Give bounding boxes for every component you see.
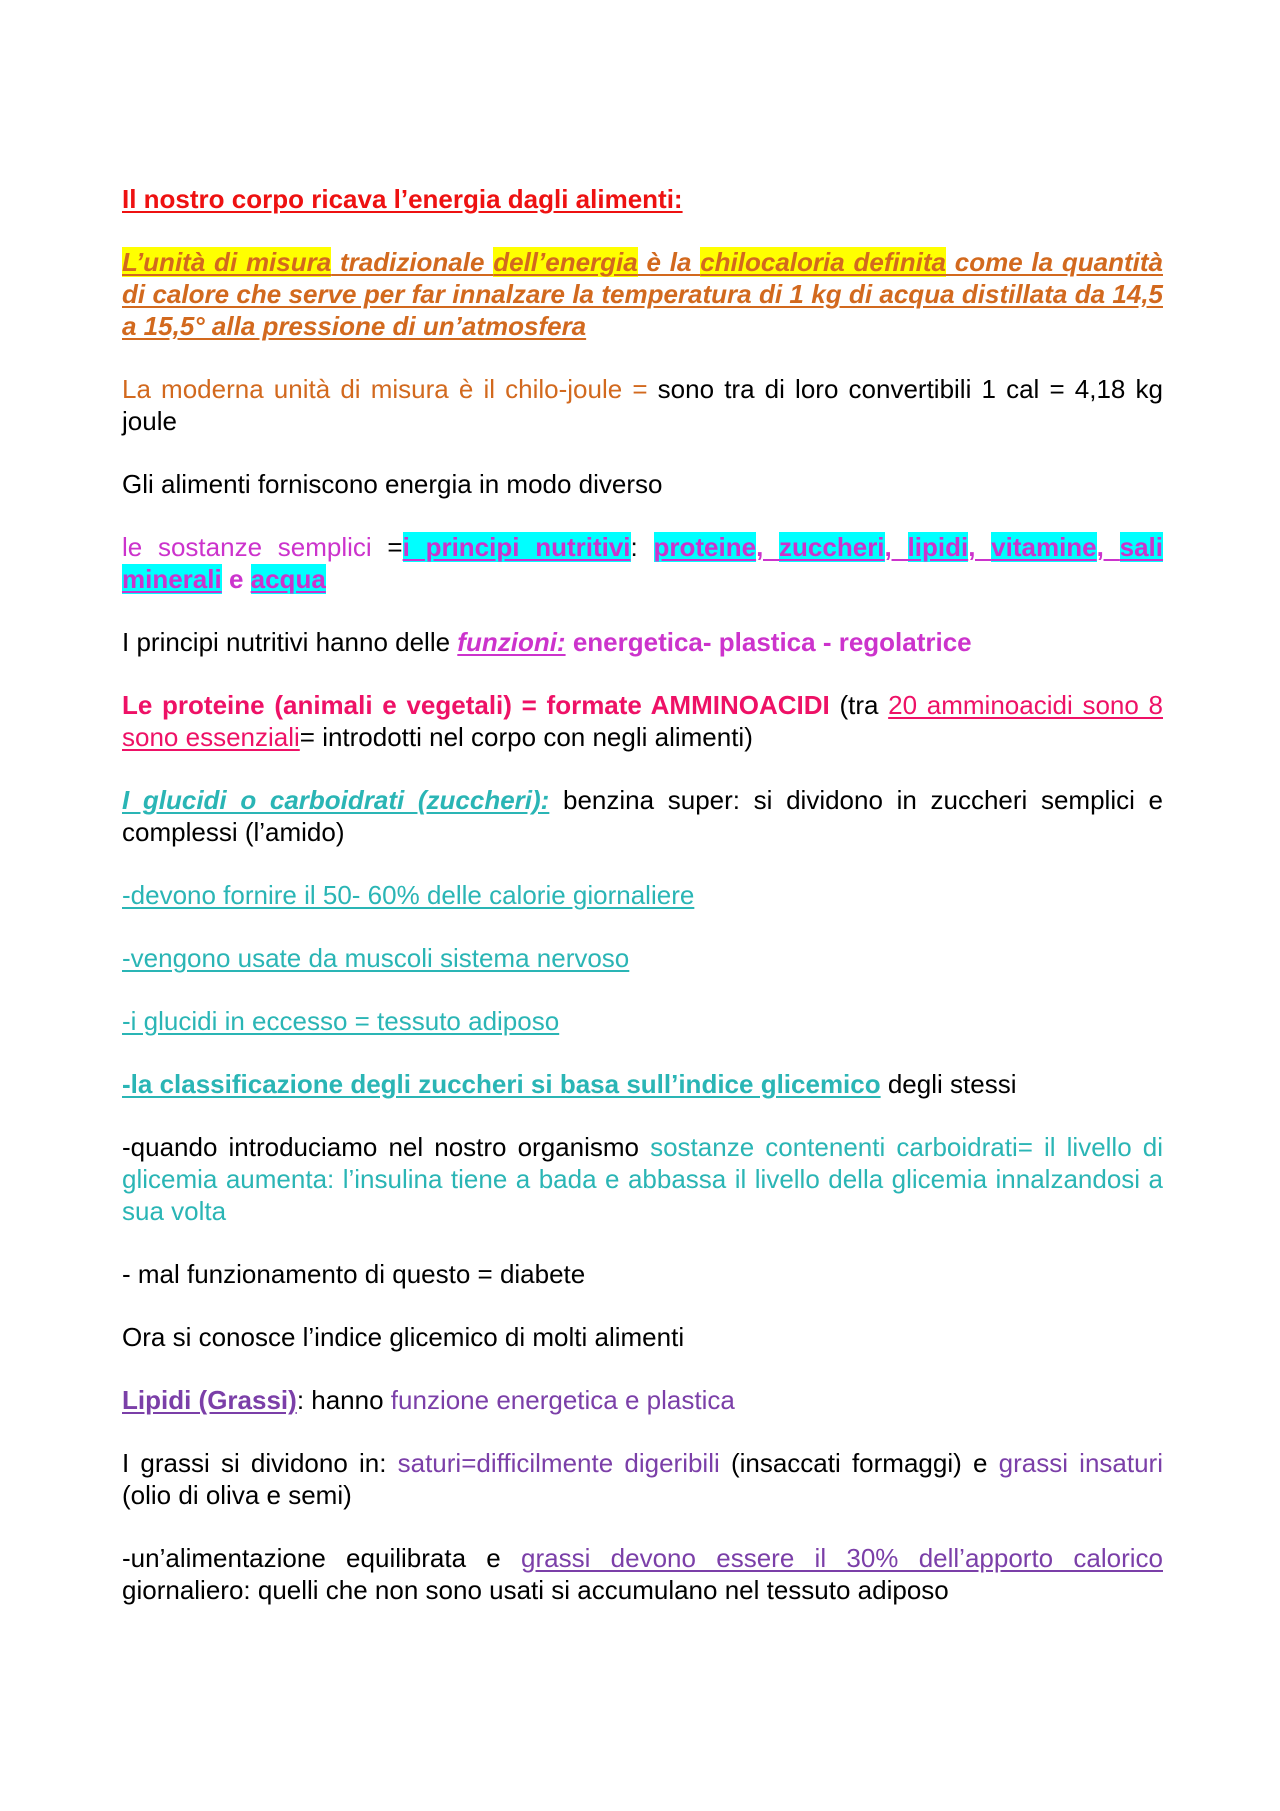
paragraph-nutrients: le sostanze semplici =i principi nutritivi: proteine, zuccheri, lipidi, vitamine, sali minerali e acqua xyxy=(122,532,1163,594)
paragraph-foods-energy: Gli alimenti forniscono energia in modo diverso xyxy=(122,469,663,499)
paragraph-carbs-calories: -devono fornire il 50- 60% delle calorie giornaliere xyxy=(122,880,695,910)
paragraph-functions: I principi nutritivi hanno delle funzioni: energetica- plastica - regolatrice xyxy=(122,627,972,657)
highlight-segment: lipidi xyxy=(907,532,969,562)
paragraph-glycemic-index: -la classificazione degli zuccheri si basa sull’indice glicemico degli stessi xyxy=(122,1069,1017,1099)
highlight-segment: acqua xyxy=(250,564,326,594)
paragraph-balanced-diet: -un’alimentazione equilibrata e grassi devono essere il 30% dell’apporto calorico giornaliero: quelli che non sono usati si accumulano nel tessuto adiposo xyxy=(122,1543,1163,1605)
paragraph-kilojoule: La moderna unità di misura è il chilo-joule = sono tra di loro convertibili 1 cal = 4,18 kg joule xyxy=(122,374,1163,436)
highlight-segment: dell’energia xyxy=(493,247,638,277)
highlight-segment: proteine xyxy=(653,532,757,562)
highlight-segment: zuccheri xyxy=(779,532,885,562)
highlight-segment: sali minerali xyxy=(122,532,1163,594)
highlight-segment: L’unità di misura xyxy=(122,247,332,277)
paragraph-glycemic-known: Ora si conosce l’indice glicemico di molti alimenti xyxy=(122,1322,685,1352)
paragraph-fat-types: I grassi si dividono in: saturi=difficilmente digeribili (insaccati formaggi) e grassi insaturi (olio di oliva e semi) xyxy=(122,1448,1163,1510)
highlight-segment: vitamine xyxy=(991,532,1097,562)
paragraph-carbs-excess: -i glucidi in eccesso = tessuto adiposo xyxy=(122,1006,560,1036)
paragraph-carbohydrates: I glucidi o carboidrati (zuccheri): benzina super: si dividono in zuccheri semplici e complessi (l’amido) xyxy=(122,785,1163,847)
paragraph-insulin: -quando introduciamo nel nostro organismo sostanze contenenti carboidrati= il livello di glicemia aumenta: l’insulina tiene a bada e abbassa il livello della glicemia innalzandosi a sua volta xyxy=(122,1132,1163,1226)
highlight-segment: i principi nutritivi xyxy=(402,532,631,562)
paragraph-proteins: Le proteine (animali e vegetali) = formate AMMINOACIDI (tra 20 amminoacidi sono 8 sono essenziali= introdotti nel corpo con negli alimenti) xyxy=(122,690,1163,752)
paragraph-energy-unit-definition: L’unità di misura tradizionale dell’energia è la chilocaloria definita come la quantità di calore che serve per far innalzare la temperatura di 1 kg di acqua distillata da 14,5 a 15,5° alla pressione di un’atmosfera xyxy=(122,247,1163,341)
paragraph-carbs-muscles: -vengono usate da muscoli sistema nervoso xyxy=(122,943,630,973)
highlight-segment: chilocaloria definita xyxy=(700,247,946,277)
paragraph-lipids: Lipidi (Grassi): hanno funzione energetica e plastica xyxy=(122,1385,735,1415)
page-heading: Il nostro corpo ricava l’energia dagli alimenti: xyxy=(122,184,683,214)
paragraph-diabetes: - mal funzionamento di questo = diabete xyxy=(122,1259,586,1289)
